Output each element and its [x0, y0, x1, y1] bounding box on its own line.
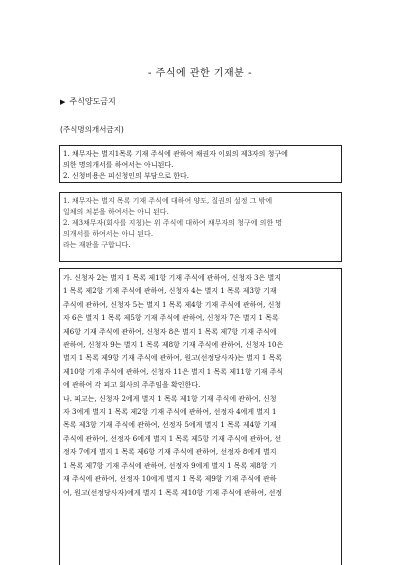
claim-box-2: [59, 192, 342, 262]
text-line: 나. 피고는, 신청자 2에게 별지 1 목록 제1항 기재 주식에 관하여, 신청: [63, 394, 277, 403]
text-line: 제6항 기재 주식에 관하여, 신청자 8은 별지 1 목록 제7항 기재 주식에: [63, 327, 277, 336]
text-line: 관하여, 신청자 9는 별지 1 목록 제8항 기재 주식에 관하여, 신청자 10은: [63, 341, 284, 350]
section-heading: [60, 96, 116, 107]
text-line: 1 목록 제2항 기재 주식에 관하여, 신청자 4는 별지 1 목록 제3항 기재: [63, 287, 277, 296]
text-line: 정자 7에게 별지 1 목록 제6항 기재 주식에 관하여, 선정자 8에게 별지: [63, 448, 277, 457]
section-label: 주식양도금지: [69, 97, 116, 106]
text-line: 에 관하여 각 피고 회사의 주주임을 확인한다.: [63, 381, 201, 390]
text-line: 자 6은 별지 1 목록 제5항 기재 주식에 관하여, 신청자 7은 별지 1 목록: [63, 314, 279, 323]
text-line: 1 목록 제7항 기재 주식에 관하여, 선정자 9에게 별지 1 목록 제8항 기: [63, 461, 277, 470]
text-line: 일체의 처분을 하여서는 아니 된다.: [63, 208, 169, 216]
text-line: 자 3에게 별지 1 목록 제2항 기재 주식에 관하여, 선정자 4에게 별지 1: [63, 408, 277, 417]
text-line: 2. 신청비용은 피신청인의 부담으로 한다.: [63, 172, 189, 180]
claim-box-3: [59, 268, 342, 565]
text-line: 제10항 기재 주식에 관하여, 신청자 11은 별지 1 목록 제11항 기재 주식: [63, 367, 284, 376]
text-line: 2. 제3채무자(회사를 지칭)는 위 주식에 대하여 채무자의 청구에 의한 명: [63, 219, 283, 227]
text-line: 주식에 관하여, 선정자 6에게 별지 1 목록 제5항 기재 주식에 관하여, 선: [63, 434, 282, 443]
text-line: 의개서를 하여서는 아니 된다.: [63, 230, 154, 238]
text-line: 재 주식에 관하여, 선정자 10에게 별지 1 목록 제9항 기재 주식에 관하: [63, 475, 277, 484]
text-line: 여, 원고(선정당사자)에게 별지 1 목록 제10항 기재 주식에 관하여, 선정: [63, 488, 283, 497]
triangle-bullet-icon: ▶: [60, 98, 66, 106]
document-title: - 주식에 관한 기재분 -: [147, 68, 253, 79]
subsection-heading: (주식명의개서금지): [60, 125, 124, 134]
text-line: 1. 채무자는 별지1목록 기재 주식에 관하여 채권자 이외의 제3자의 청구에: [63, 150, 288, 158]
text-line: 목록 제3항 기재 주식에 관하여, 선정자 5에게 별지 1 목록 제4항 기재: [63, 421, 277, 430]
text-line: 라는 재판을 구합니다.: [63, 241, 131, 249]
text-line: 별지 1 목록 제9항 기재 주식에 관하여, 원고(선정당사자)는 별지 1 목록: [63, 354, 283, 363]
text-line: 의한 명의개서를 하여서는 아니된다.: [63, 161, 174, 169]
text-line: 가. 신청자 2는 별지 1 목록 제1항 기재 주식에 관하여, 신청자 3은 별지: [63, 274, 282, 282]
text-line: 주식에 관하여, 신청자 5는 별지 1 목록 제4항 기재 주식에 관하여, 신청: [63, 300, 282, 309]
text-line: 1. 채무자는 별지 목록 기재 주식에 대하여 양도, 질권의 설정 그 밖에: [63, 197, 273, 205]
claim-box-1: [59, 145, 342, 183]
